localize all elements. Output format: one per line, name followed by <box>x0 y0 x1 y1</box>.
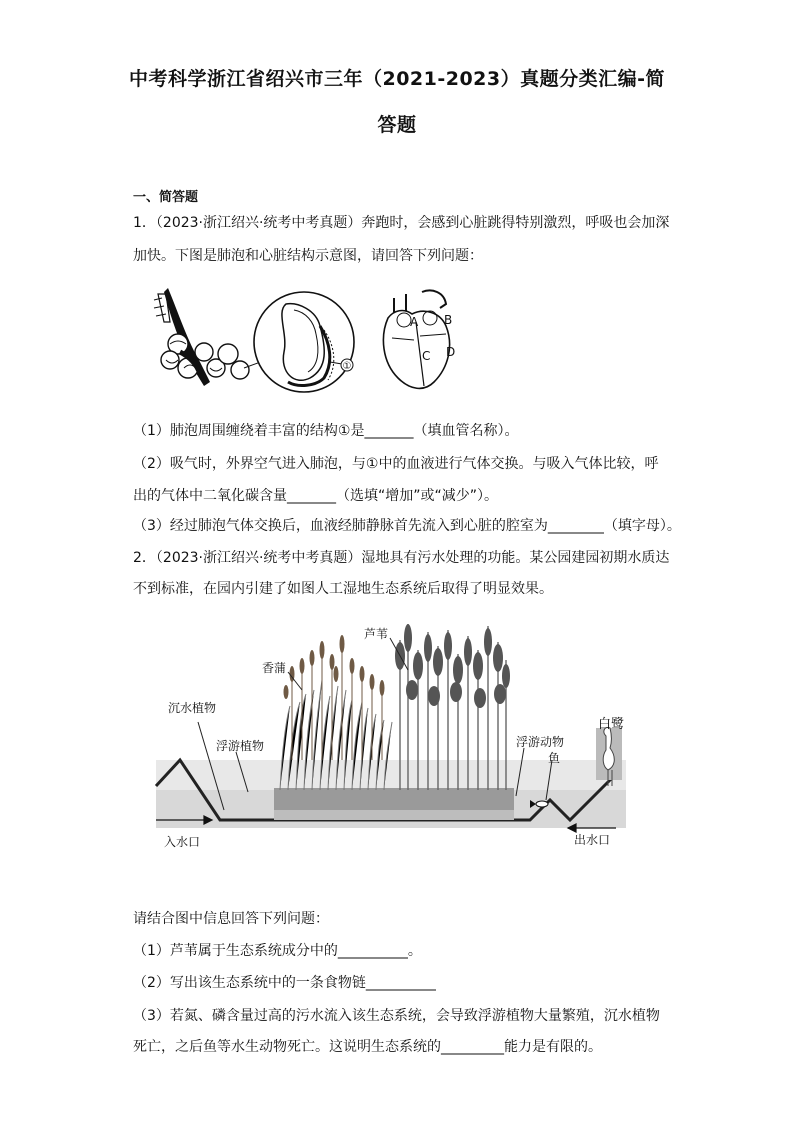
heart-illustration <box>383 291 455 389</box>
q2-sub2: （2）写出该生态系统中的一条食物链__________ <box>133 975 436 991</box>
fish-label: 鱼 <box>548 751 561 765</box>
lung-alveoli-illustration <box>154 288 266 386</box>
section-heading: 一、简答题 <box>133 190 199 205</box>
document-title-line1: 中考科学浙江省绍兴市三年（2021-2023）真题分类汇编-简 <box>128 68 666 90</box>
heart-label-a: A <box>410 315 419 329</box>
q2-stem-line1: 2．（2023·浙江绍兴·统考中考真题）湿地具有污水处理的功能。某公园建园初期水质达 <box>133 550 670 566</box>
inlet-label: 入水口 <box>164 835 201 849</box>
outlet-label: 出水口 <box>574 833 611 847</box>
q2-sub3-line2: 死亡，之后鱼等水生动物死亡。这说明生态系统的_________能力是有限的。 <box>133 1039 602 1055</box>
zooplankton-label: 浮游动物 <box>516 735 565 749</box>
q2-prompt: 请结合图中信息回答下列问题： <box>133 911 329 927</box>
q1-stem-line2: 加快。下图是肺泡和心脏结构示意图，请回答下列问题： <box>133 248 483 264</box>
q2-sub1: （1）芦苇属于生态系统成分中的__________。 <box>133 943 422 959</box>
heart-label-b: B <box>444 313 453 327</box>
q1-sub1: （1）肺泡周围缠绕着丰富的结构①是_______（填血管名称）。 <box>133 423 519 439</box>
q1-stem-line1: 1．（2023·浙江绍兴·统考中考真题）奔跑时，会感到心脏跳得特别激烈，呼吸也会加深 <box>133 215 670 231</box>
q2-stem-line2: 不到标准，在园内引建了如图人工湿地生态系统后取得了明显效果。 <box>133 581 553 597</box>
heart-label-c: C <box>422 349 431 363</box>
alveolus-magnified-illustration <box>254 292 354 392</box>
phytoplankton-label: 浮游植物 <box>216 739 265 753</box>
heart-label-d: D <box>446 345 456 359</box>
q1-sub2-line1: （2）吸气时，外界空气进入肺泡，与①中的血液进行气体交换。与吸入气体比较，呼 <box>133 456 659 472</box>
cattail-label: 香蒲 <box>262 661 287 675</box>
q1-sub3: （3）经过肺泡气体交换后，血液经肺静脉首先流入到心脏的腔室为________（填字母）。 <box>133 518 681 534</box>
q2-sub3-line1: （3）若氮、磷含量过高的污水流入该生态系统，会导致浮游植物大量繁殖，沉水植物 <box>133 1008 660 1024</box>
marker-1-label: ① <box>342 361 352 372</box>
lung-heart-figure <box>148 282 488 400</box>
wetland-figure <box>150 610 640 860</box>
document-title-line2: 答题 <box>377 114 417 136</box>
reed-label: 芦苇 <box>364 627 389 641</box>
egret-illustration <box>596 728 622 786</box>
q1-sub2-line2: 出的气体中二氧化碳含量_______（选填“增加”或“减少”）。 <box>133 488 499 504</box>
submerged-plants-label: 沉水植物 <box>168 701 217 715</box>
egret-label: 白鹭 <box>598 717 625 732</box>
